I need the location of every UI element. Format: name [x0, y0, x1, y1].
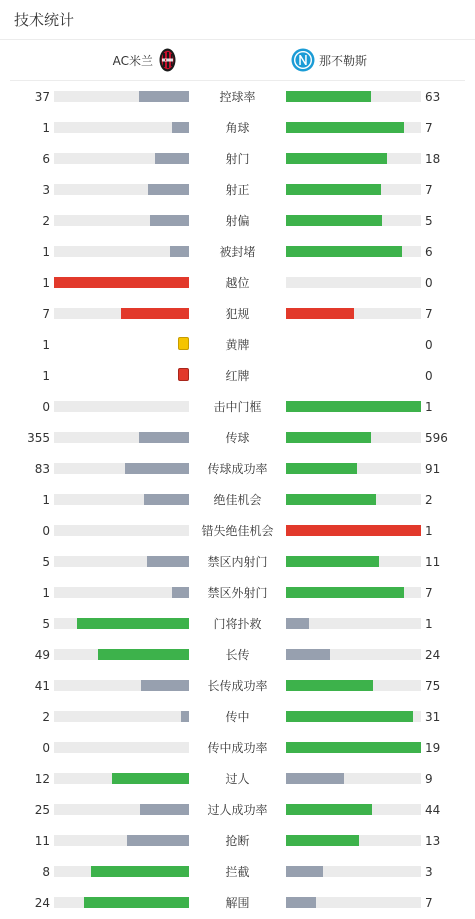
away-stat-bar — [286, 184, 421, 195]
away-stat-value: 0 — [425, 338, 433, 352]
stat-row — [0, 888, 475, 919]
away-stat-bar — [286, 773, 421, 784]
home-stat-bar-fill — [125, 463, 189, 474]
home-stat-value: 1 — [42, 586, 50, 600]
home-stat-bar — [54, 897, 189, 908]
stat-label: 过人 — [225, 772, 250, 786]
away-stat-bar — [286, 122, 421, 133]
stat-row — [0, 454, 475, 485]
home-stat-value: 0 — [42, 741, 50, 755]
away-stat-value: 31 — [425, 710, 441, 724]
away-stat-bar — [286, 587, 421, 598]
away-stat-bar — [286, 153, 421, 164]
away-stat-bar-fill — [286, 215, 382, 226]
home-stat-bar — [54, 618, 189, 629]
home-stat-value: 25 — [34, 803, 50, 817]
away-stat-bar — [286, 277, 421, 288]
home-stat-value: 1 — [42, 493, 50, 507]
away-stat-bar-fill — [286, 308, 354, 319]
home-stat-bar — [54, 463, 189, 474]
away-stat-value: 1 — [425, 524, 433, 538]
home-stat-value: 2 — [42, 214, 50, 228]
home-stat-bar-fill — [155, 153, 189, 164]
home-stat-bar-fill — [139, 91, 189, 102]
home-stat-value: 355 — [27, 431, 50, 445]
stat-row — [0, 237, 475, 268]
napoli-crest-icon — [291, 48, 315, 72]
away-stat-bar — [286, 308, 421, 319]
home-stat-value: 1 — [42, 369, 50, 383]
away-stat-bar-fill — [286, 866, 323, 877]
home-stat-value: 41 — [34, 679, 50, 693]
away-stat-value: 63 — [425, 90, 441, 104]
away-stat-bar — [286, 742, 421, 753]
home-stat-bar-fill — [147, 556, 189, 567]
home-stat-value: 0 — [42, 400, 50, 414]
home-stat-bar-fill — [112, 773, 189, 784]
stat-label: 传球成功率 — [207, 462, 268, 476]
away-stat-value: 13 — [425, 834, 441, 848]
home-stat-bar — [54, 246, 189, 257]
home-stat-value: 2 — [42, 710, 50, 724]
away-stat-value: 3 — [425, 865, 433, 879]
stat-row — [0, 826, 475, 857]
yellow-card-icon — [178, 337, 189, 350]
home-stat-bar — [54, 494, 189, 505]
home-stat-bar-fill — [150, 215, 189, 226]
home-stat-bar-fill — [121, 308, 189, 319]
stat-row — [0, 609, 475, 640]
stat-label: 控球率 — [219, 90, 256, 104]
away-stat-bar — [286, 804, 421, 815]
away-stat-bar-fill — [286, 773, 344, 784]
away-stat-bar — [286, 525, 421, 536]
stat-label: 长传成功率 — [207, 679, 268, 693]
stat-label: 过人成功率 — [207, 803, 268, 817]
away-stat-bar-fill — [286, 618, 309, 629]
stat-label: 绝佳机会 — [213, 493, 262, 507]
home-stat-bar-fill — [172, 587, 189, 598]
away-stat-value: 1 — [425, 617, 433, 631]
away-stat-bar-fill — [286, 742, 421, 753]
away-stat-bar — [286, 866, 421, 877]
away-stat-value: 596 — [425, 431, 448, 445]
home-stat-bar — [54, 525, 189, 536]
stat-label: 拦截 — [225, 865, 250, 879]
home-stat-value: 6 — [42, 152, 50, 166]
stat-label: 角球 — [225, 121, 250, 135]
away-stat-value: 7 — [425, 896, 433, 910]
red-card-icon — [178, 368, 189, 381]
away-stat-value: 9 — [425, 772, 433, 786]
away-stat-bar — [286, 680, 421, 691]
home-stat-bar — [54, 556, 189, 567]
home-stat-bar — [54, 835, 189, 846]
stat-row — [0, 640, 475, 671]
stat-label: 错失绝佳机会 — [201, 524, 274, 538]
home-stat-value: 1 — [42, 245, 50, 259]
away-stat-bar — [286, 649, 421, 660]
stat-row — [0, 485, 475, 516]
away-stat-bar-fill — [286, 463, 357, 474]
home-stat-bar-fill — [54, 277, 189, 288]
away-stat-bar — [286, 432, 421, 443]
stat-label: 解围 — [225, 896, 250, 910]
stat-row — [0, 144, 475, 175]
away-stat-bar-fill — [286, 153, 387, 164]
away-stat-value: 19 — [425, 741, 441, 755]
home-stat-bar-fill — [91, 866, 189, 877]
stat-row — [0, 299, 475, 330]
home-stat-bar — [54, 277, 189, 288]
stat-row — [0, 702, 475, 733]
home-stat-bar-fill — [127, 835, 189, 846]
away-stat-value: 0 — [425, 276, 433, 290]
away-stat-bar-fill — [286, 122, 404, 133]
away-stat-bar-fill — [286, 91, 371, 102]
stat-label: 长传 — [225, 648, 250, 662]
away-stat-bar — [286, 494, 421, 505]
away-stat-bar — [286, 897, 421, 908]
home-stat-bar-fill — [141, 680, 189, 691]
home-stat-bar — [54, 122, 189, 133]
home-stat-value: 24 — [34, 896, 50, 910]
away-stat-bar-fill — [286, 401, 421, 412]
home-stat-bar-fill — [172, 122, 189, 133]
home-stat-bar-fill — [148, 184, 189, 195]
stat-row — [0, 392, 475, 423]
stat-row — [0, 516, 475, 547]
stat-row — [0, 547, 475, 578]
stat-row — [0, 268, 475, 299]
stats-header — [0, 0, 475, 40]
stat-label: 黄牌 — [225, 338, 250, 352]
away-stat-value: 0 — [425, 369, 433, 383]
home-stat-bar-fill — [139, 432, 189, 443]
stat-row — [0, 361, 475, 392]
stat-label: 禁区外射门 — [207, 586, 268, 600]
stat-label: 射门 — [225, 152, 250, 166]
home-stat-value: 5 — [42, 555, 50, 569]
away-stat-value: 44 — [425, 803, 441, 817]
home-stat-value: 37 — [34, 90, 50, 104]
stat-row — [0, 733, 475, 764]
away-stat-value: 2 — [425, 493, 433, 507]
away-stat-value: 24 — [425, 648, 441, 662]
stat-label: 传中 — [225, 710, 250, 724]
away-stat-bar-fill — [286, 556, 379, 567]
away-stat-bar-fill — [286, 835, 359, 846]
stat-label: 红牌 — [225, 369, 250, 383]
away-stat-value: 6 — [425, 245, 433, 259]
home-team[interactable] — [113, 40, 176, 80]
away-stat-value: 5 — [425, 214, 433, 228]
away-stat-value: 18 — [425, 152, 441, 166]
home-stat-bar — [54, 432, 189, 443]
stat-label: 犯规 — [225, 307, 250, 321]
away-stat-value: 7 — [425, 586, 433, 600]
home-stat-bar-fill — [84, 897, 189, 908]
away-stat-bar — [286, 556, 421, 567]
home-stat-bar — [54, 184, 189, 195]
stat-row — [0, 857, 475, 888]
away-stat-value: 75 — [425, 679, 441, 693]
home-stat-bar — [54, 308, 189, 319]
stat-label: 击中门框 — [213, 400, 262, 414]
home-stat-bar-fill — [77, 618, 189, 629]
away-stat-value: 91 — [425, 462, 441, 476]
home-stat-bar — [54, 866, 189, 877]
stat-row — [0, 764, 475, 795]
stat-label: 射偏 — [225, 214, 250, 228]
away-stat-bar-fill — [286, 680, 373, 691]
away-stat-bar — [286, 711, 421, 722]
stat-row — [0, 82, 475, 113]
home-stat-bar-fill — [181, 711, 189, 722]
away-stat-bar-fill — [286, 587, 404, 598]
stat-row — [0, 671, 475, 702]
stat-row — [0, 795, 475, 826]
home-stat-bar — [54, 215, 189, 226]
home-stat-bar — [54, 91, 189, 102]
away-stat-bar — [286, 401, 421, 412]
away-stat-bar — [286, 215, 421, 226]
away-team[interactable] — [291, 40, 367, 80]
away-stat-bar-fill — [286, 246, 402, 257]
stats-list — [0, 82, 475, 919]
home-stat-bar — [54, 804, 189, 815]
away-stat-value: 7 — [425, 121, 433, 135]
home-stat-bar — [54, 587, 189, 598]
home-stat-value: 83 — [34, 462, 50, 476]
ac-milan-crest-icon — [159, 48, 176, 72]
away-stat-value: 1 — [425, 400, 433, 414]
home-stat-value: 5 — [42, 617, 50, 631]
stat-row — [0, 206, 475, 237]
home-stat-bar-fill — [170, 246, 189, 257]
home-stat-value: 0 — [42, 524, 50, 538]
away-stat-bar-fill — [286, 804, 372, 815]
stat-row — [0, 113, 475, 144]
away-stat-bar-fill — [286, 494, 376, 505]
home-stat-bar-fill — [98, 649, 189, 660]
home-stat-bar — [54, 773, 189, 784]
away-stat-bar — [286, 835, 421, 846]
home-stat-bar — [54, 680, 189, 691]
away-stat-bar-fill — [286, 184, 381, 195]
away-stat-bar — [286, 246, 421, 257]
home-team-name: AC米兰 — [112, 53, 153, 68]
stat-label: 被封堵 — [219, 245, 256, 259]
stat-label: 射正 — [225, 183, 250, 197]
away-stat-bar — [286, 463, 421, 474]
home-stat-value: 12 — [34, 772, 50, 786]
home-stat-bar — [54, 153, 189, 164]
home-stat-value: 8 — [42, 865, 50, 879]
stat-label: 越位 — [225, 276, 250, 290]
home-stat-value: 7 — [42, 307, 50, 321]
away-stat-value: 7 — [425, 183, 433, 197]
home-stat-bar — [54, 401, 189, 412]
away-team-name: 那不勒斯 — [319, 53, 368, 68]
home-stat-value: 11 — [34, 834, 50, 848]
home-stat-bar-fill — [144, 494, 189, 505]
away-stat-bar-fill — [286, 711, 413, 722]
page-title: 技术统计 — [14, 11, 75, 29]
home-stat-bar — [54, 711, 189, 722]
home-stat-bar — [54, 649, 189, 660]
away-stat-bar-fill — [286, 432, 371, 443]
home-stat-bar-fill — [140, 804, 189, 815]
away-stat-bar — [286, 91, 421, 102]
stat-label: 门将扑救 — [213, 617, 262, 631]
stat-row — [0, 175, 475, 206]
home-stat-bar — [54, 742, 189, 753]
away-stat-value: 7 — [425, 307, 433, 321]
away-stat-value: 11 — [425, 555, 441, 569]
stat-label: 抢断 — [225, 834, 250, 848]
away-stat-bar-fill — [286, 525, 421, 536]
stat-row — [0, 423, 475, 454]
stat-row — [0, 330, 475, 361]
stat-label: 禁区内射门 — [207, 555, 268, 569]
home-stat-value: 1 — [42, 121, 50, 135]
stat-row — [0, 578, 475, 609]
home-stat-value: 3 — [42, 183, 50, 197]
stat-label: 传球 — [225, 431, 250, 445]
home-stat-value: 49 — [34, 648, 50, 662]
teams-bar — [10, 40, 465, 81]
away-stat-bar — [286, 618, 421, 629]
away-stat-bar-fill — [286, 649, 330, 660]
home-stat-value: 1 — [42, 276, 50, 290]
stat-label: 传中成功率 — [207, 741, 268, 755]
away-stat-bar-fill — [286, 897, 316, 908]
home-stat-value: 1 — [42, 338, 50, 352]
